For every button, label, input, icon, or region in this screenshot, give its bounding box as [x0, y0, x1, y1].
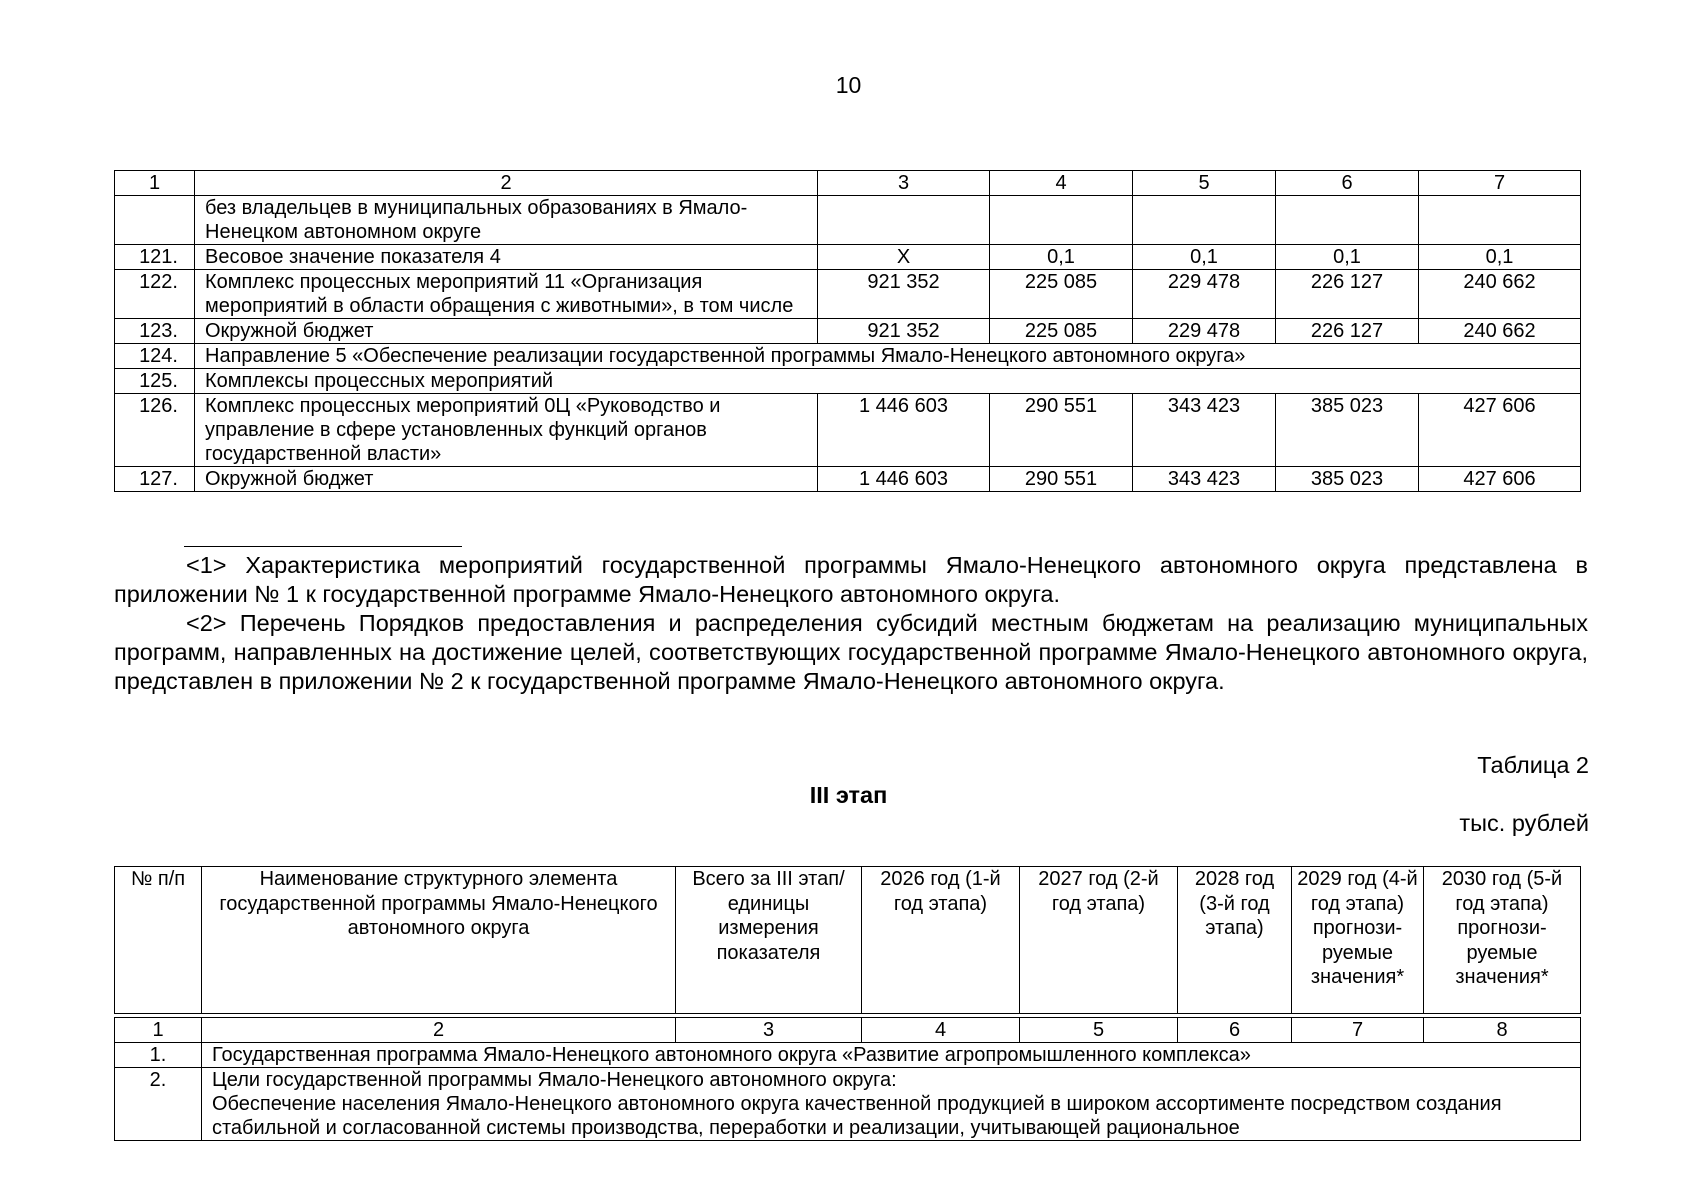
col-number: 3 — [676, 1018, 862, 1043]
row-number: 124. — [115, 344, 195, 369]
cell-value: 0,1 — [1419, 245, 1581, 270]
row-name: Весовое значение показателя 4 — [195, 245, 818, 270]
cell-value — [1276, 196, 1419, 245]
col-header: Наименование структурного элемента государственной программы Ямало-Ненецкого автономного округа — [202, 867, 676, 1014]
cell-value: 226 127 — [1276, 319, 1419, 344]
goals-heading: Цели государственной программы Ямало-Ненецкого автономного округа: — [212, 1069, 897, 1091]
row-name: Комплексы процессных мероприятий — [195, 369, 1581, 394]
cell-value: 0,1 — [990, 245, 1133, 270]
col-header: 2029 год (4-й год этапа) прогнози-руемые значения* — [1292, 867, 1424, 1014]
col-header: № п/п — [115, 867, 202, 1014]
cell-value: 1 446 603 — [818, 394, 990, 467]
row-number: 126. — [115, 394, 195, 467]
row-name: Окружной бюджет — [195, 467, 818, 492]
col-header: 6 — [1276, 171, 1419, 196]
row-name: Государственная программа Ямало-Ненецкого автономного округа «Развитие агропромышленного комплекса» — [202, 1043, 1581, 1068]
table-header-row — [115, 171, 1581, 196]
col-number: 6 — [1178, 1018, 1292, 1043]
col-number: 8 — [1424, 1018, 1581, 1043]
cell-value: 343 423 — [1133, 394, 1276, 467]
col-header: 2027 год (2-й год этапа) — [1020, 867, 1178, 1014]
row-name: Комплекс процессных мероприятий 0Ц «Руководство и управление в сфере установленных функций органов государственной власти» — [195, 394, 818, 467]
cell-value: 343 423 — [1133, 467, 1276, 492]
cell-value: 226 127 — [1276, 270, 1419, 319]
row-number: 1. — [115, 1043, 202, 1068]
indicators-table — [114, 170, 1581, 492]
row-number: 127. — [115, 467, 195, 492]
footnotes — [114, 551, 1588, 696]
column-numbers-row — [115, 1018, 1581, 1043]
col-number: 7 — [1292, 1018, 1424, 1043]
col-number: 1 — [115, 1018, 202, 1043]
cell-value — [1133, 196, 1276, 245]
stage-title: III этап — [809, 782, 888, 808]
cell-value: 290 551 — [990, 394, 1133, 467]
table-label: Таблица 2 — [1477, 752, 1589, 778]
cell-value: 229 478 — [1133, 319, 1276, 344]
cell-value: 427 606 — [1419, 394, 1581, 467]
col-header: 7 — [1419, 171, 1581, 196]
row-number: 122. — [115, 270, 195, 319]
cell-value: 385 023 — [1276, 394, 1419, 467]
row-number: 123. — [115, 319, 195, 344]
col-header: Всего за III этап/ единицы измерения показателя — [676, 867, 862, 1014]
row-number: 125. — [115, 369, 195, 394]
table-row — [115, 1043, 1581, 1068]
cell-value: 385 023 — [1276, 467, 1419, 492]
table-row — [115, 319, 1581, 344]
goals-text: Обеспечение населения Ямало-Ненецкого автономного округа качественной продукцией в широком ассортименте посредством создания стабильной и согласованной системы производства, переработки и реализации, учитывающей рациональное — [212, 1093, 1502, 1139]
col-number: 2 — [202, 1018, 676, 1043]
cell-value: 1 446 603 — [818, 467, 990, 492]
table-row — [115, 369, 1581, 394]
table-row — [115, 196, 1581, 245]
row-number — [115, 196, 195, 245]
cell-value: 225 085 — [990, 319, 1133, 344]
col-header: 2 — [195, 171, 818, 196]
row-name: Комплекс процессных мероприятий 11 «Организация мероприятий в области обращения с животными», в том числе — [195, 270, 818, 319]
footnote-separator — [184, 546, 462, 547]
col-number: 4 — [862, 1018, 1020, 1043]
page-number: 10 — [835, 72, 862, 98]
cell-value: 921 352 — [818, 319, 990, 344]
row-name: Направление 5 «Обеспечение реализации государственной программы Ямало-Ненецкого автономного округа» — [195, 344, 1581, 369]
row-number: 2. — [115, 1068, 202, 1141]
cell-value: 290 551 — [990, 467, 1133, 492]
col-header: 1 — [115, 171, 195, 196]
row-name — [202, 1068, 1581, 1141]
row-name: Окружной бюджет — [195, 319, 818, 344]
col-header: 3 — [818, 171, 990, 196]
cell-value: 427 606 — [1419, 467, 1581, 492]
table-row — [115, 467, 1581, 492]
cell-value: 229 478 — [1133, 270, 1276, 319]
cell-value: 0,1 — [1276, 245, 1419, 270]
row-name: без владельцев в муниципальных образованиях в Ямало-Ненецком автономном округе — [195, 196, 818, 245]
col-header: 5 — [1133, 171, 1276, 196]
cell-value — [818, 196, 990, 245]
table-row — [115, 270, 1581, 319]
table-row — [115, 245, 1581, 270]
col-header: 2028 год (3-й год этапа) — [1178, 867, 1292, 1014]
col-header: 4 — [990, 171, 1133, 196]
table-header-row — [115, 867, 1581, 1014]
cell-value: 0,1 — [1133, 245, 1276, 270]
table-row — [115, 1068, 1581, 1141]
cell-value: 921 352 — [818, 270, 990, 319]
cell-value: 225 085 — [990, 270, 1133, 319]
footnote-1: <1> Характеристика мероприятий государственной программы Ямало-Ненецкого автономного округа представлена в приложении № 1 к государственной программе Ямало-Ненецкого автономного округа. — [114, 552, 1588, 607]
table-row — [115, 344, 1581, 369]
col-header: 2026 год (1-й год этапа) — [862, 867, 1020, 1014]
table-row — [115, 394, 1581, 467]
stage-table-header — [114, 866, 1581, 1014]
row-number: 121. — [115, 245, 195, 270]
cell-value: Х — [818, 245, 990, 270]
stage-table — [114, 1017, 1581, 1141]
units-label: тыс. рублей — [1459, 810, 1589, 836]
cell-value — [990, 196, 1133, 245]
cell-value: 240 662 — [1419, 270, 1581, 319]
col-number: 5 — [1020, 1018, 1178, 1043]
footnote-2: <2> Перечень Порядков предоставления и распределения субсидий местным бюджетам на реализацию муниципальных программ, направленных на достижение целей, соответствующих государственной программе Ямало-Ненецкого автономного округа, представлен в приложении № 2 к государственной программе Ямало-Ненецкого автономного округа. — [114, 610, 1588, 694]
col-header: 2030 год (5-й год этапа) прогнози-руемые значения* — [1424, 867, 1581, 1014]
cell-value — [1419, 196, 1581, 245]
cell-value: 240 662 — [1419, 319, 1581, 344]
